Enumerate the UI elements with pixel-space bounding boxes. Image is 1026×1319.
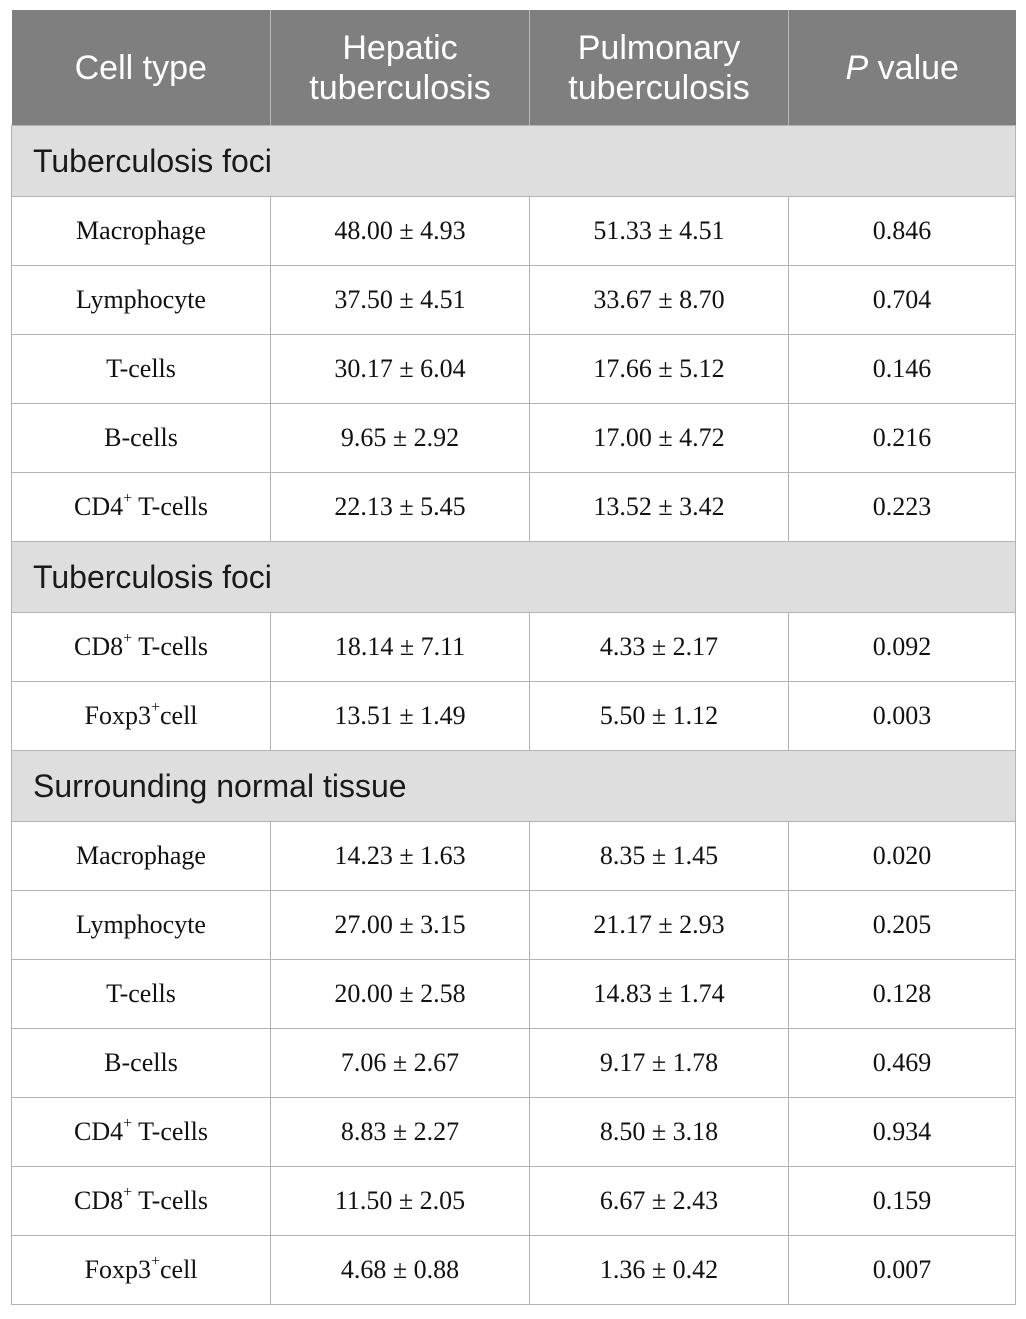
header-row [12,10,1016,126]
cell-type [12,197,271,266]
cell-type [12,682,271,751]
pulmonary-value: 17.00 ± 4.72 [530,404,789,473]
cell-type-superscript: + [150,1253,160,1270]
table-row [12,1029,1016,1098]
table-row [12,266,1016,335]
p-value: 0.704 [789,266,1016,335]
hepatic-value: 48.00 ± 4.93 [271,197,530,266]
cell-type-name: CD4 [74,1117,124,1146]
cell-type-name: B-cells [104,423,178,452]
section-row [12,751,1016,822]
cell-type-suffix: T-cells [132,1117,208,1146]
cell-type-suffix: T-cells [132,1186,208,1215]
cell-type [12,404,271,473]
p-value: 0.223 [789,473,1016,542]
section-title: Tuberculosis foci [12,542,1016,613]
section-title: Tuberculosis foci [12,126,1016,197]
cell-type [12,1029,271,1098]
cell-type [12,1098,271,1167]
p-value: 0.092 [789,613,1016,682]
header-hepatic: Hepatic tuberculosis [271,10,530,126]
hepatic-value: 18.14 ± 7.11 [271,613,530,682]
cell-type [12,1236,271,1305]
table-row [12,822,1016,891]
p-value: 0.007 [789,1236,1016,1305]
cell-type-name: Macrophage [76,841,206,870]
cell-type-suffix: T-cells [132,632,208,661]
hepatic-value: 30.17 ± 6.04 [271,335,530,404]
pulmonary-value: 51.33 ± 4.51 [530,197,789,266]
hepatic-value: 4.68 ± 0.88 [271,1236,530,1305]
hepatic-value: 9.65 ± 2.92 [271,404,530,473]
cell-type-name: CD4 [74,492,124,521]
hepatic-value: 7.06 ± 2.67 [271,1029,530,1098]
cell-type-superscript: + [123,1184,133,1201]
p-value: 0.216 [789,404,1016,473]
cell-type [12,473,271,542]
cell-type-superscript: + [123,630,133,647]
p-value: 0.020 [789,822,1016,891]
p-value: 0.003 [789,682,1016,751]
cell-type-name: Lymphocyte [76,910,206,939]
pulmonary-value: 21.17 ± 2.93 [530,891,789,960]
data-table [11,10,1016,1305]
cell-type-name: T-cells [106,354,176,383]
table-row [12,682,1016,751]
table-body [12,126,1016,1305]
p-value: 0.159 [789,1167,1016,1236]
p-value: 0.846 [789,197,1016,266]
cell-type [12,335,271,404]
header-p-value [789,10,1016,126]
table-row [12,1236,1016,1305]
table-row [12,404,1016,473]
hepatic-value: 22.13 ± 5.45 [271,473,530,542]
cell-type-name: Foxp3 [84,1255,151,1284]
cell-type-name: B-cells [104,1048,178,1077]
p-value: 0.146 [789,335,1016,404]
cell-type-suffix: cell [159,701,198,730]
p-value: 0.205 [789,891,1016,960]
pulmonary-value: 33.67 ± 8.70 [530,266,789,335]
cell-type-name: Macrophage [76,216,206,245]
pulmonary-value: 1.36 ± 0.42 [530,1236,789,1305]
header-p-rest: value [868,48,959,87]
cell-type-superscript: + [123,1115,133,1132]
cell-type-name: T-cells [106,979,176,1008]
pulmonary-value: 4.33 ± 2.17 [530,613,789,682]
p-value: 0.934 [789,1098,1016,1167]
pulmonary-value: 8.50 ± 3.18 [530,1098,789,1167]
header-cell-type: Cell type [12,10,271,126]
table-row [12,1098,1016,1167]
header-p-italic: P [845,48,869,87]
table-row [12,473,1016,542]
pulmonary-value: 17.66 ± 5.12 [530,335,789,404]
pulmonary-value: 14.83 ± 1.74 [530,960,789,1029]
cell-type [12,891,271,960]
hepatic-value: 27.00 ± 3.15 [271,891,530,960]
hepatic-value: 14.23 ± 1.63 [271,822,530,891]
cell-type-suffix: T-cells [132,492,208,521]
table-row [12,197,1016,266]
cell-type [12,1167,271,1236]
cell-type-superscript: + [150,699,160,716]
hepatic-value: 13.51 ± 1.49 [271,682,530,751]
table-header [12,10,1016,126]
hepatic-value: 37.50 ± 4.51 [271,266,530,335]
cell-type [12,960,271,1029]
table-row [12,891,1016,960]
table-row [12,335,1016,404]
section-row [12,542,1016,613]
table-row [12,613,1016,682]
cell-type [12,822,271,891]
cell-type-name: CD8 [74,632,124,661]
hepatic-value: 8.83 ± 2.27 [271,1098,530,1167]
cell-type-suffix: cell [159,1255,198,1284]
hepatic-value: 20.00 ± 2.58 [271,960,530,1029]
table-row [12,1167,1016,1236]
pulmonary-value: 5.50 ± 1.12 [530,682,789,751]
cell-type [12,266,271,335]
section-row [12,126,1016,197]
table-row [12,960,1016,1029]
cell-type-name: Lymphocyte [76,285,206,314]
p-value: 0.469 [789,1029,1016,1098]
hepatic-value: 11.50 ± 2.05 [271,1167,530,1236]
pulmonary-value: 6.67 ± 2.43 [530,1167,789,1236]
p-value: 0.128 [789,960,1016,1029]
cell-type [12,613,271,682]
pulmonary-value: 9.17 ± 1.78 [530,1029,789,1098]
section-title: Surrounding normal tissue [12,751,1016,822]
header-pulmonary: Pulmonary tuberculosis [530,10,789,126]
cell-type-name: CD8 [74,1186,124,1215]
pulmonary-value: 13.52 ± 3.42 [530,473,789,542]
cell-type-name: Foxp3 [84,701,151,730]
pulmonary-value: 8.35 ± 1.45 [530,822,789,891]
cell-type-superscript: + [123,490,133,507]
